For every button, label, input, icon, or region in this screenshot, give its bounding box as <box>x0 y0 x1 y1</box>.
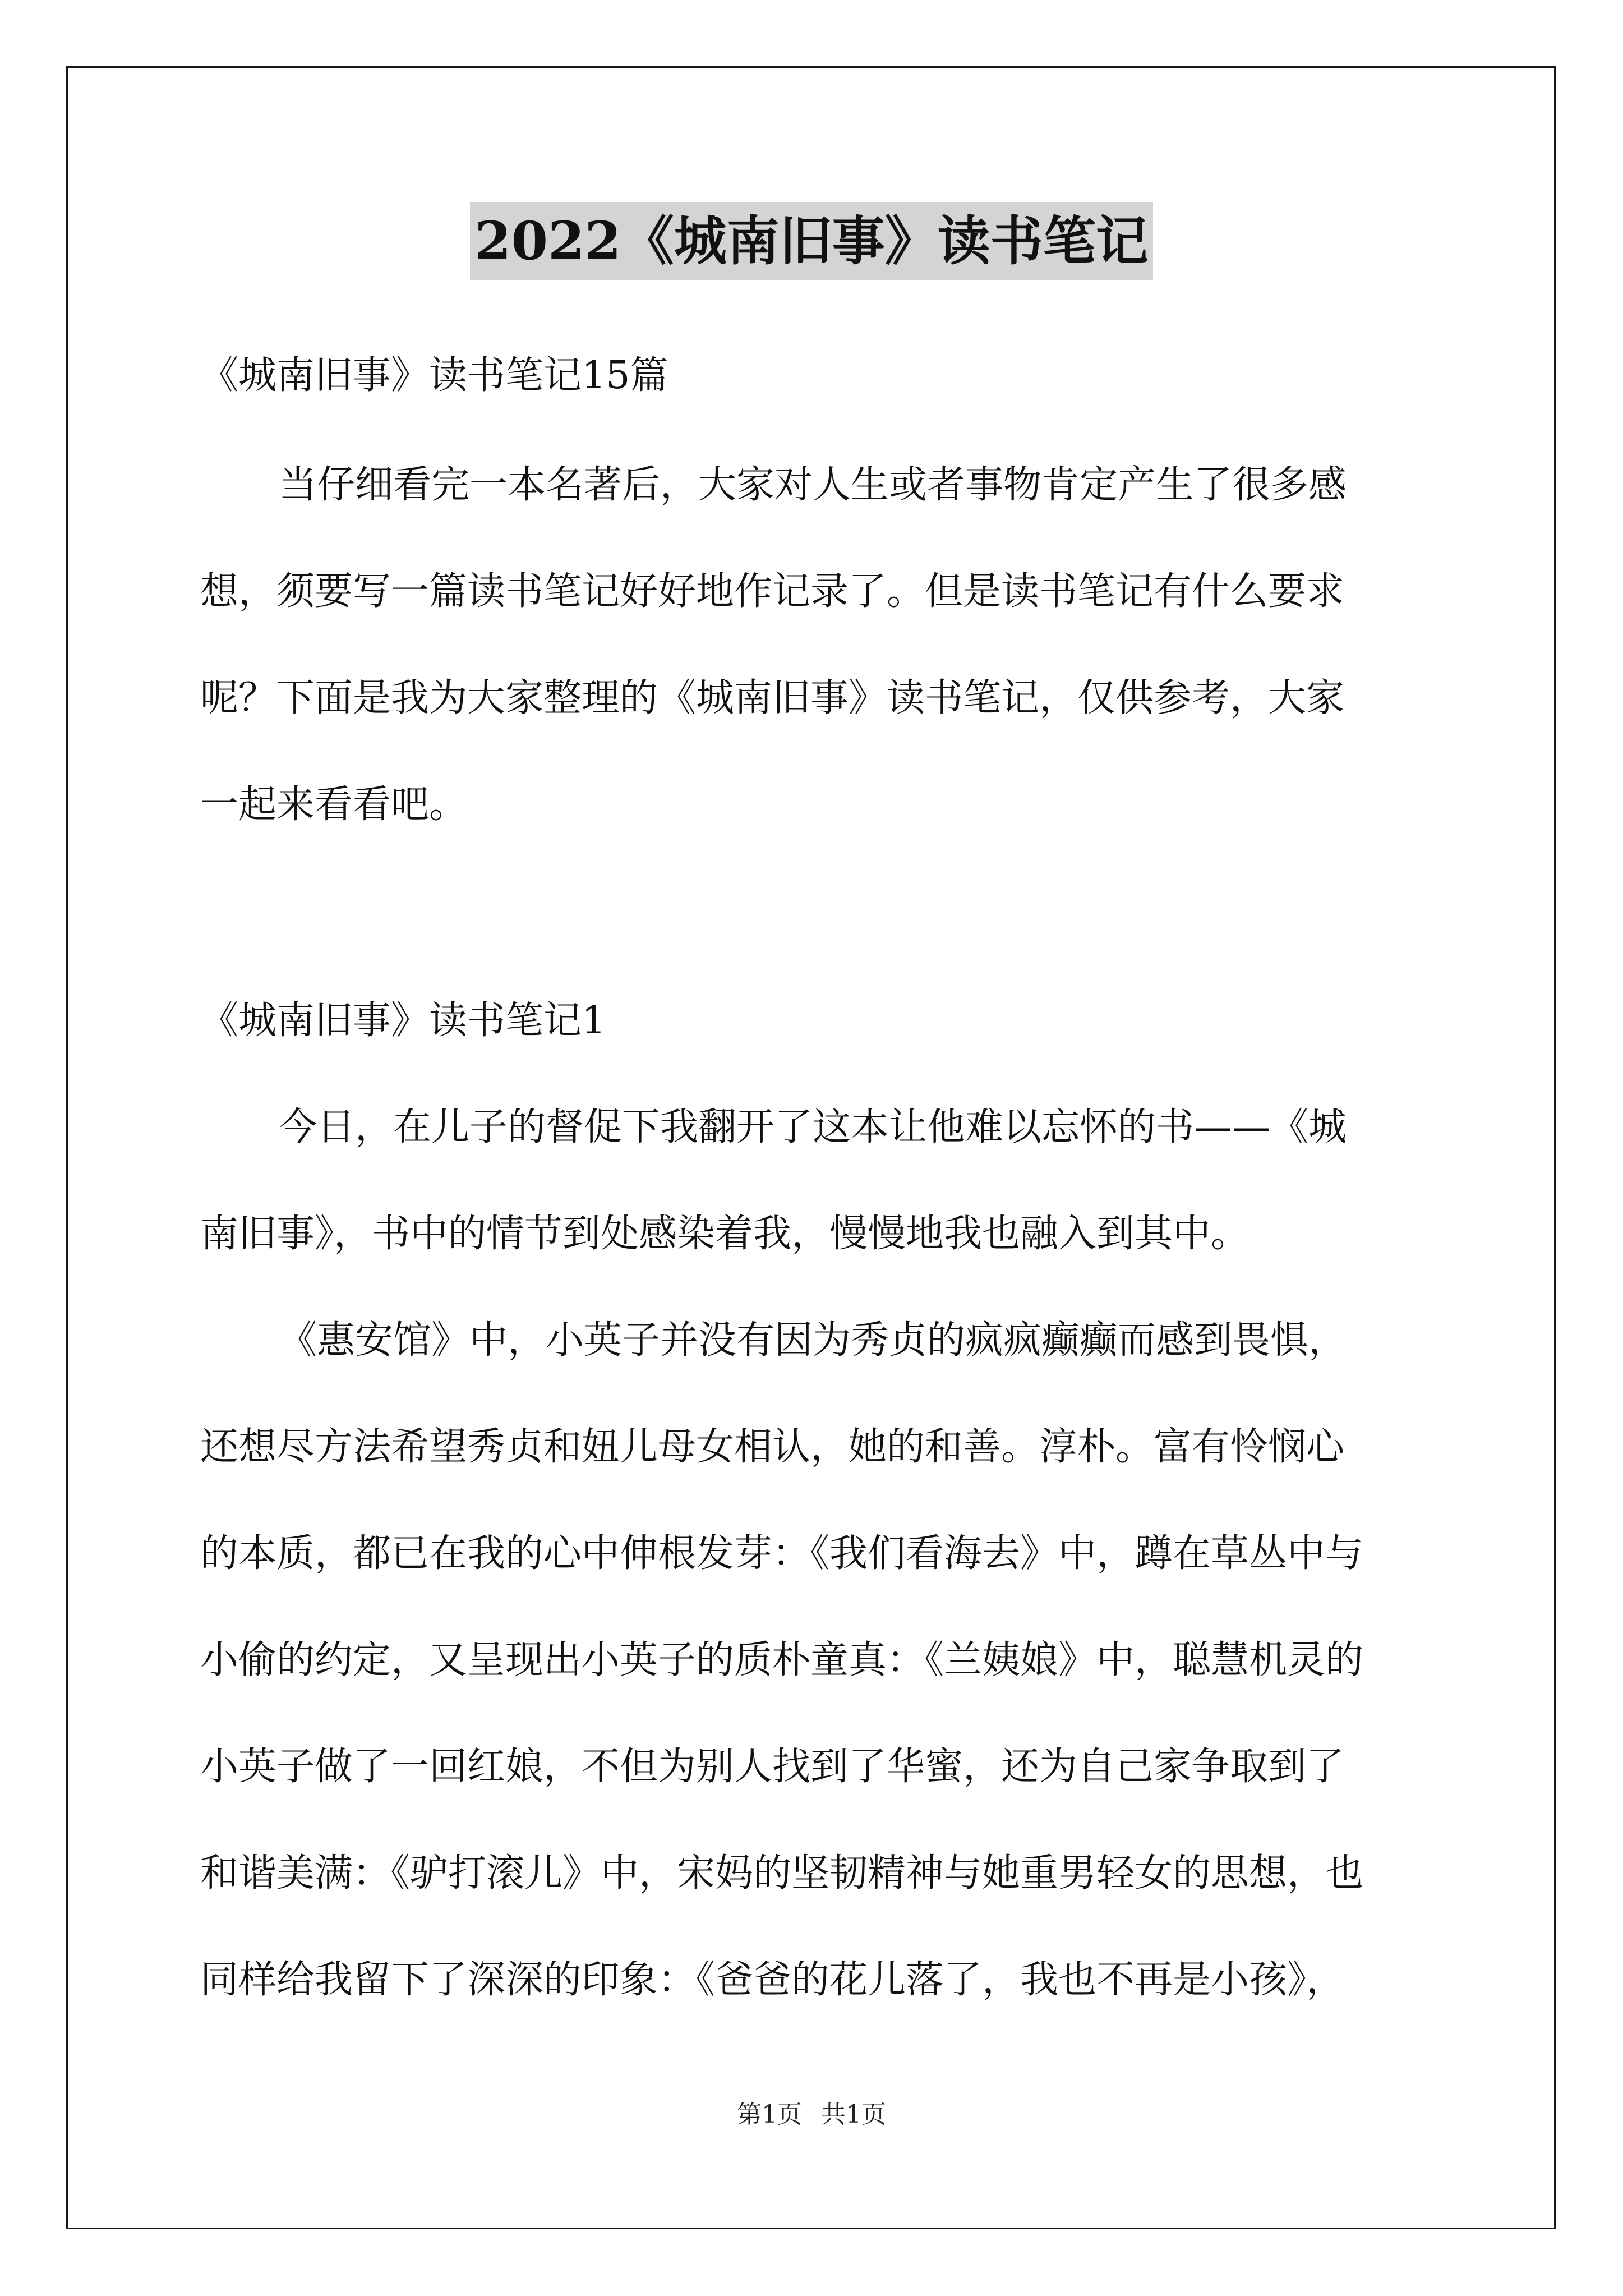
document-subtitle: 《城南旧事》读书笔记15篇 <box>200 353 668 398</box>
title-container <box>0 202 1623 280</box>
paragraph-line: 《惠安馆》中，小英子并没有因为秀贞的疯疯癫癫而感到畏惧， <box>279 1318 1347 1363</box>
section-heading: 《城南旧事》读书笔记1 <box>200 999 606 1043</box>
paragraph-line: 同样给我留下了深深的印象：《爸爸的花儿落了，我也不再是小孩》， <box>200 1958 1345 2002</box>
paragraph-line: 今日，在儿子的督促下我翻开了这本让他难以忘怀的书——《城 <box>279 1105 1347 1149</box>
page-number-total: 共1页 <box>821 2100 886 2129</box>
intro-line: 当仔细看完一本名著后，大家对人生或者事物肯定产生了很多感 <box>279 463 1347 507</box>
intro-line: 呢？下面是我为大家整理的《城南旧事》读书笔记，仅供参考，大家 <box>200 676 1345 720</box>
intro-line: 一起来看看吧。 <box>200 783 468 827</box>
paragraph-line: 南旧事》，书中的情节到处感染着我，慢慢地我也融入到其中。 <box>200 1212 1249 1256</box>
document-title: 2022《城南旧事》读书笔记 <box>470 202 1153 280</box>
page-footer <box>0 2098 1623 2132</box>
page-number-current: 第1页 <box>737 2100 802 2129</box>
paragraph-line: 还想尽方法希望秀贞和妞儿母女相认，她的和善。淳朴。富有怜悯心 <box>200 1425 1345 1469</box>
paragraph-line: 和谐美满：《驴打滚儿》中，宋妈的坚韧精神与她重男轻女的思想，也 <box>200 1851 1364 1895</box>
paragraph-line: 小英子做了一回红娘，不但为别人找到了华蜜，还为自己家争取到了 <box>200 1745 1345 1789</box>
intro-line: 想，须要写一篇读书笔记好好地作记录了。但是读书笔记有什么要求 <box>200 569 1345 614</box>
paragraph-line: 小偷的约定，又呈现出小英子的质朴童真：《兰姨娘》中，聪慧机灵的 <box>200 1638 1364 1682</box>
paragraph-line: 的本质，都已在我的心中伸根发芽：《我们看海去》中，蹲在草丛中与 <box>200 1531 1364 1576</box>
